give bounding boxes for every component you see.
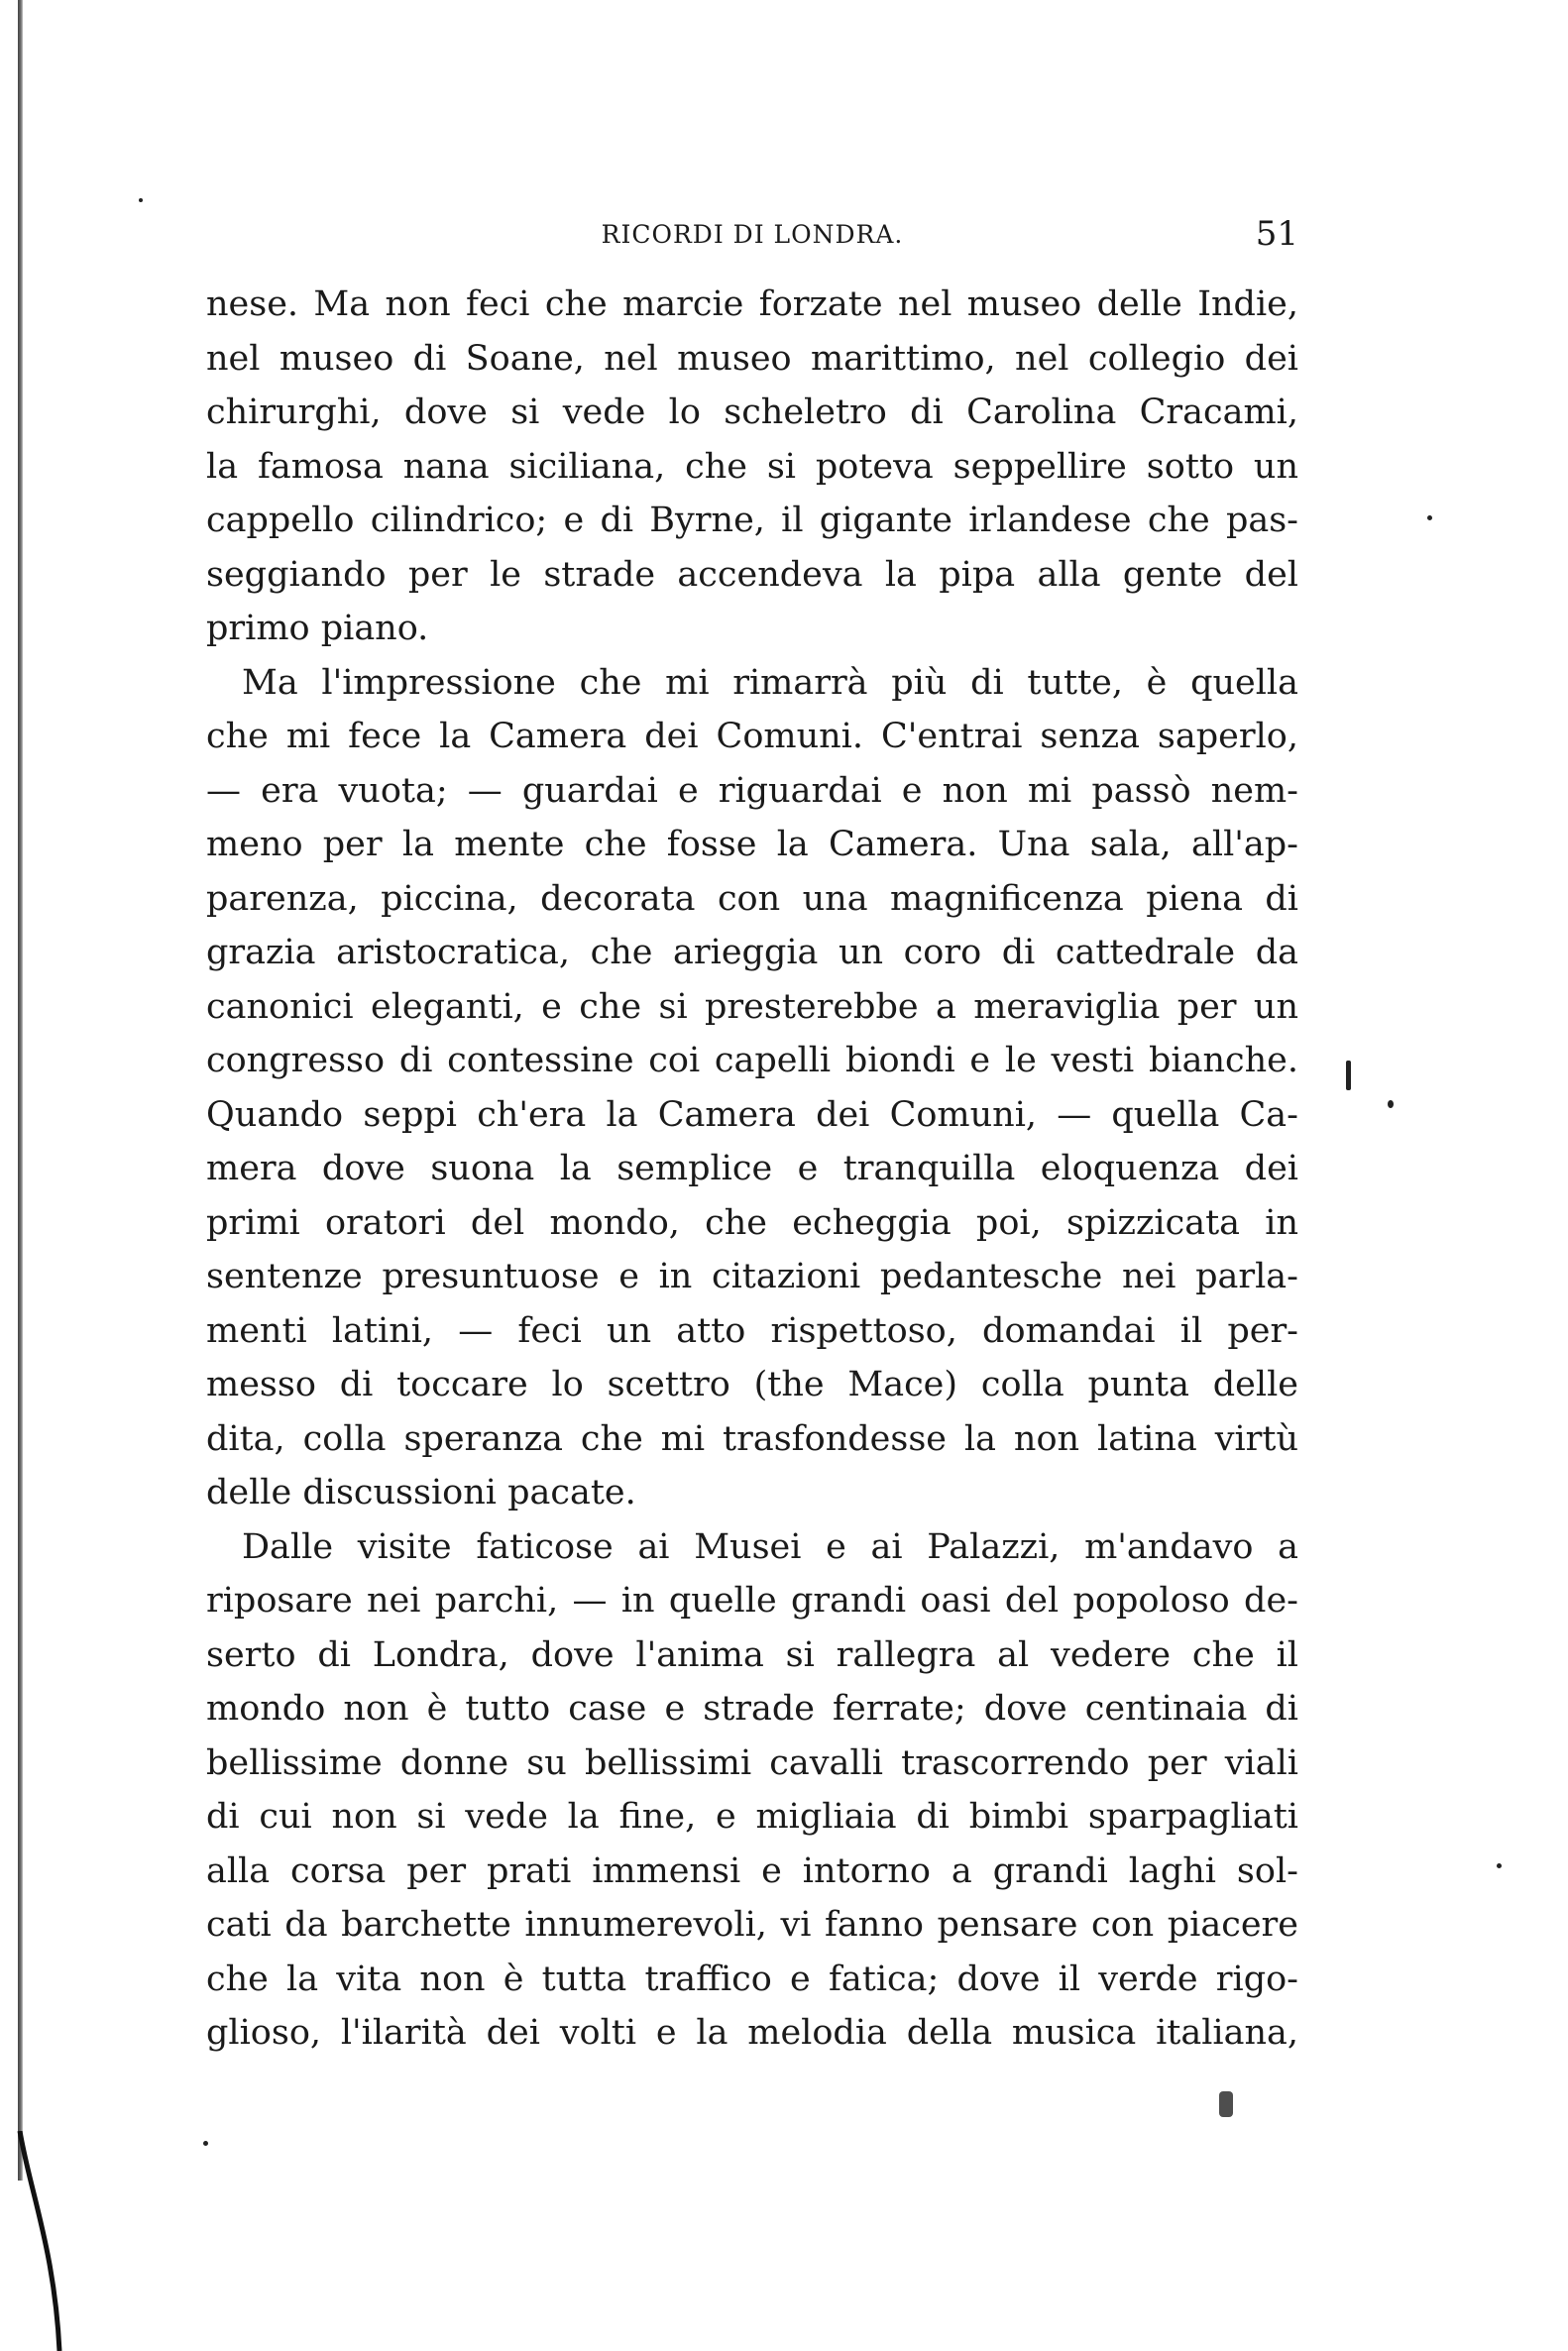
page-number: 51 — [1255, 214, 1298, 254]
text-line: glioso, l'ilarità dei volti e la melodia della musica italiana, — [206, 2013, 1298, 2053]
scan-speck — [203, 2141, 208, 2146]
text-line: messo di toccare lo scettro (the Mace) colla punta delle — [206, 1365, 1298, 1404]
paragraph-2 — [206, 656, 1298, 1520]
text-line: che la vita non è tutta traffico e fatica; dove il verde rigo- — [206, 1959, 1298, 1999]
text-line: bellissime donne su bellissimi cavalli trascorrendo per viali — [206, 1742, 1298, 1783]
scan-speck — [1388, 1100, 1394, 1108]
text-line: parenza, piccina, decorata con una magnificenza piena di — [206, 878, 1298, 919]
text-line: sentenze presuntuose e in citazioni pedantesche nei parla- — [206, 1257, 1298, 1296]
text-line: di cui non si vede la fine, e migliaia di bimbi sparpagliati — [206, 1797, 1298, 1837]
paragraph-1 — [206, 278, 1298, 656]
scan-speck — [1219, 2091, 1233, 2117]
text-line: delle discussioni pacate. — [206, 1473, 636, 1512]
text-line: grazia aristocratica, che arieggia un coro di cattedrale da — [206, 933, 1298, 972]
text-line: serto di Londra, dove l'anima si rallegra al vedere che il — [206, 1634, 1298, 1675]
running-head-title: RICORDI DI LONDRA. — [601, 220, 904, 249]
text-line: mondo non è tutto case e strade ferrate; dove centinaia di — [206, 1689, 1298, 1729]
scan-speck — [139, 198, 143, 202]
running-head — [206, 214, 1298, 260]
text-line: Quando seppi ch'era la Camera dei Comuni, — quella Ca- — [206, 1094, 1298, 1135]
text-line: chirurghi, dove si vede lo scheletro di Carolina Cracami, — [206, 392, 1298, 432]
text-line: dita, colla speranza che mi trasfondesse la non latina virtù — [206, 1418, 1298, 1459]
scan-speck — [1427, 515, 1432, 520]
text-line: mera dove suona la semplice e tranquilla eloquenza dei — [206, 1149, 1298, 1188]
body-text — [206, 278, 1298, 2061]
text-line: alla corsa per prati immensi e intorno a grandi laghi sol- — [206, 1850, 1298, 1891]
scan-speck — [1497, 1863, 1502, 1868]
text-line: menti latini, — feci un atto rispettoso, domandai il per- — [206, 1310, 1298, 1351]
text-line: cati da barchette innumerevoli, vi fanno pensare con piacere — [206, 1905, 1298, 1945]
text-line: meno per la mente che fosse la Camera. Una sala, all'ap- — [206, 825, 1298, 864]
text-line: la famosa nana siciliana, che si poteva seppellire sotto un — [206, 446, 1298, 487]
text-line: primo piano. — [206, 609, 429, 648]
text-line: Ma l'impressione che mi rimarrà più di tutte, è quella — [242, 662, 1298, 703]
text-line: congresso di contessine coi capelli biondi e le vesti bianche. — [206, 1041, 1298, 1080]
text-line: primi oratori del mondo, che echeggia poi, spizzicata in — [206, 1202, 1298, 1243]
text-line: riposare nei parchi, — in quelle grandi oasi del popoloso de- — [206, 1581, 1298, 1621]
text-line: — era vuota; — guardai e riguardai e non mi passò nem- — [206, 770, 1298, 811]
text-line: nese. Ma non feci che marcie forzate nel museo delle Indie, — [206, 284, 1298, 324]
paragraph-3 — [206, 1520, 1298, 2061]
scan-speck — [1346, 1061, 1351, 1090]
text-line: canonici eleganti, e che si presterebbe a meraviglia per un — [206, 986, 1298, 1027]
binding-edge — [18, 0, 23, 2181]
page-curl-mark — [0, 2131, 89, 2351]
text-line: che mi fece la Camera dei Comuni. C'entrai senza saperlo, — [206, 717, 1298, 756]
text-line: cappello cilindrico; e di Byrne, il gigante irlandese che pas- — [206, 501, 1298, 540]
text-line: Dalle visite faticose ai Musei e ai Palazzi, m'andavo a — [242, 1526, 1298, 1567]
text-line: seggiando per le strade accendeva la pipa alla gente del — [206, 554, 1298, 595]
text-line: nel museo di Soane, nel museo marittimo, nel collegio dei — [206, 338, 1298, 379]
